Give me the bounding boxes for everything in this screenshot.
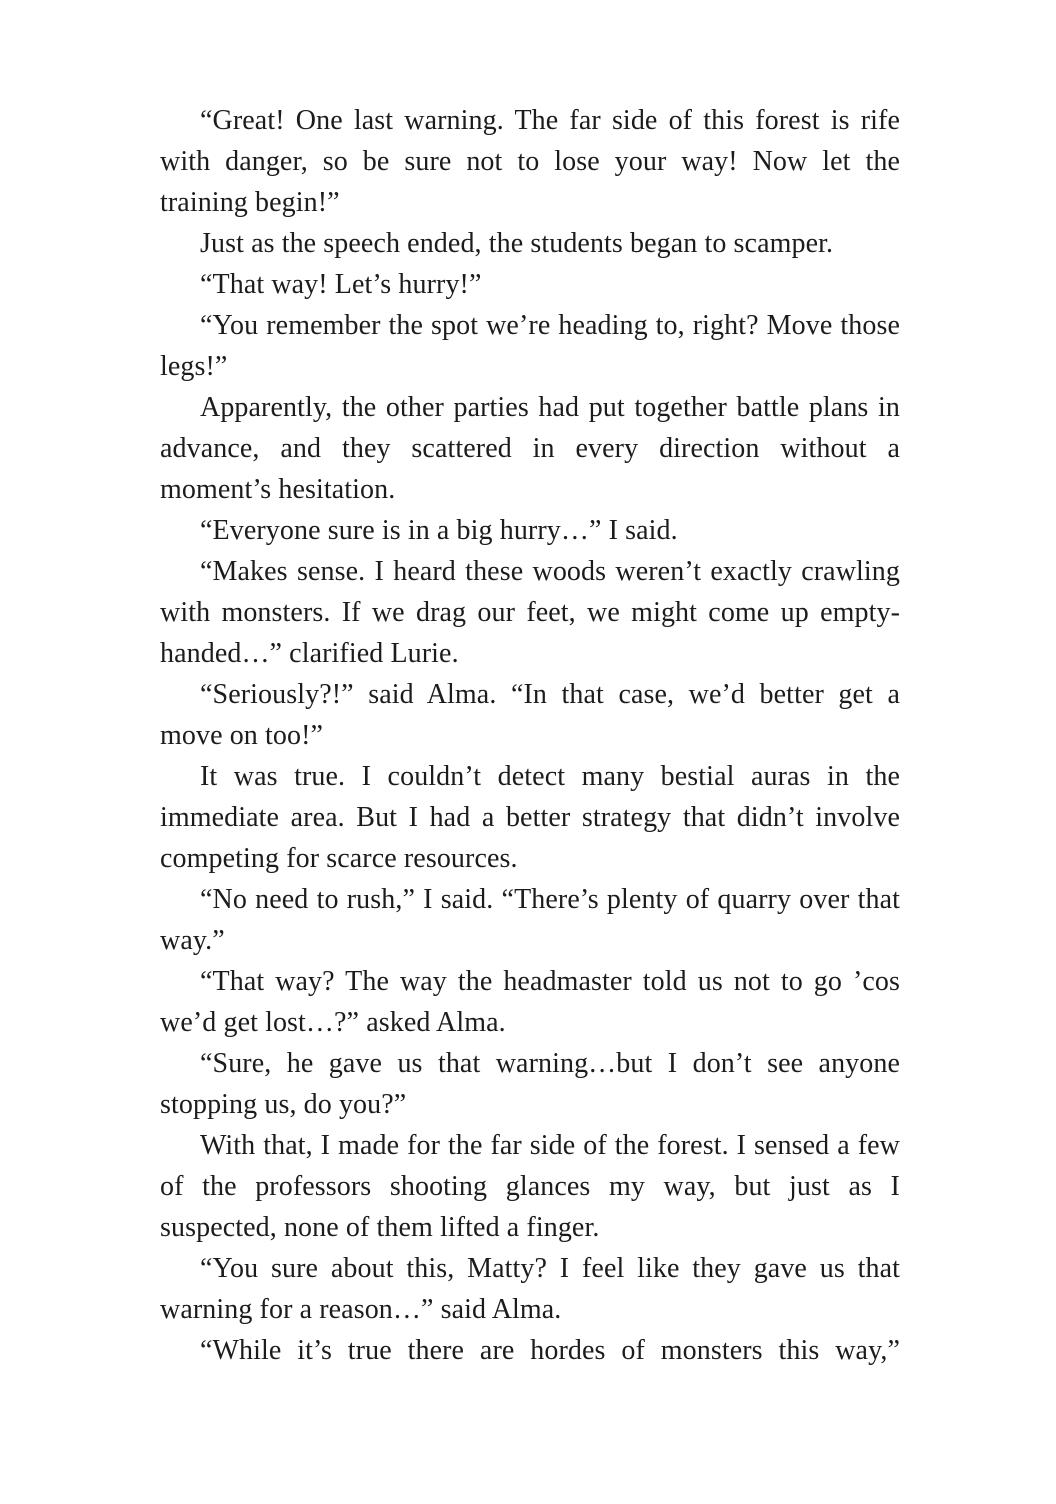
paragraph: It was true. I couldn’t detect many bestial auras in the immediate area. But I had a better strategy that didn’t involve competing for scarce resources. bbox=[160, 761, 900, 874]
paragraph: “While it’s true there are hordes of monsters this way,” bbox=[200, 1335, 900, 1366]
paragraph: “That way! Let’s hurry!” bbox=[200, 269, 482, 300]
paragraph: Just as the speech ended, the students began to scamper. bbox=[200, 228, 834, 259]
paragraph: “No need to rush,” I said. “There’s plenty of quarry over that way.” bbox=[160, 884, 900, 956]
paragraph: Apparently, the other parties had put together battle plans in advance, and they scattered in every direction without a moment’s hesitation. bbox=[160, 392, 900, 505]
paragraph: “Seriously?!” said Alma. “In that case, we’d better get a move on too!” bbox=[160, 679, 900, 751]
paragraph: “Sure, he gave us that warning…but I don’t see anyone stopping us, do you?” bbox=[160, 1048, 900, 1120]
paragraph: With that, I made for the far side of the forest. I sensed a few of the professors shooting glances my way, but just as I suspected, none of them lifted a finger. bbox=[160, 1130, 900, 1243]
paragraph: “Makes sense. I heard these woods weren’t exactly crawling with monsters. If we drag our feet, we might come up empty-handed…” clarified Lurie. bbox=[160, 556, 900, 669]
paragraph: “That way? The way the headmaster told us not to go ’cos we’d get lost…?” asked Alma. bbox=[160, 966, 900, 1038]
paragraph: “Everyone sure is in a big hurry…” I said. bbox=[200, 515, 678, 546]
paragraph: “Great! One last warning. The far side of this forest is rife with danger, so be sure not to lose your way! Now let the training begin!” bbox=[160, 105, 900, 218]
paragraph: “You sure about this, Matty? I feel like they gave us that warning for a reason…” said Alma. bbox=[160, 1253, 900, 1325]
paragraph: “You remember the spot we’re heading to, right? Move those legs!” bbox=[160, 310, 900, 382]
